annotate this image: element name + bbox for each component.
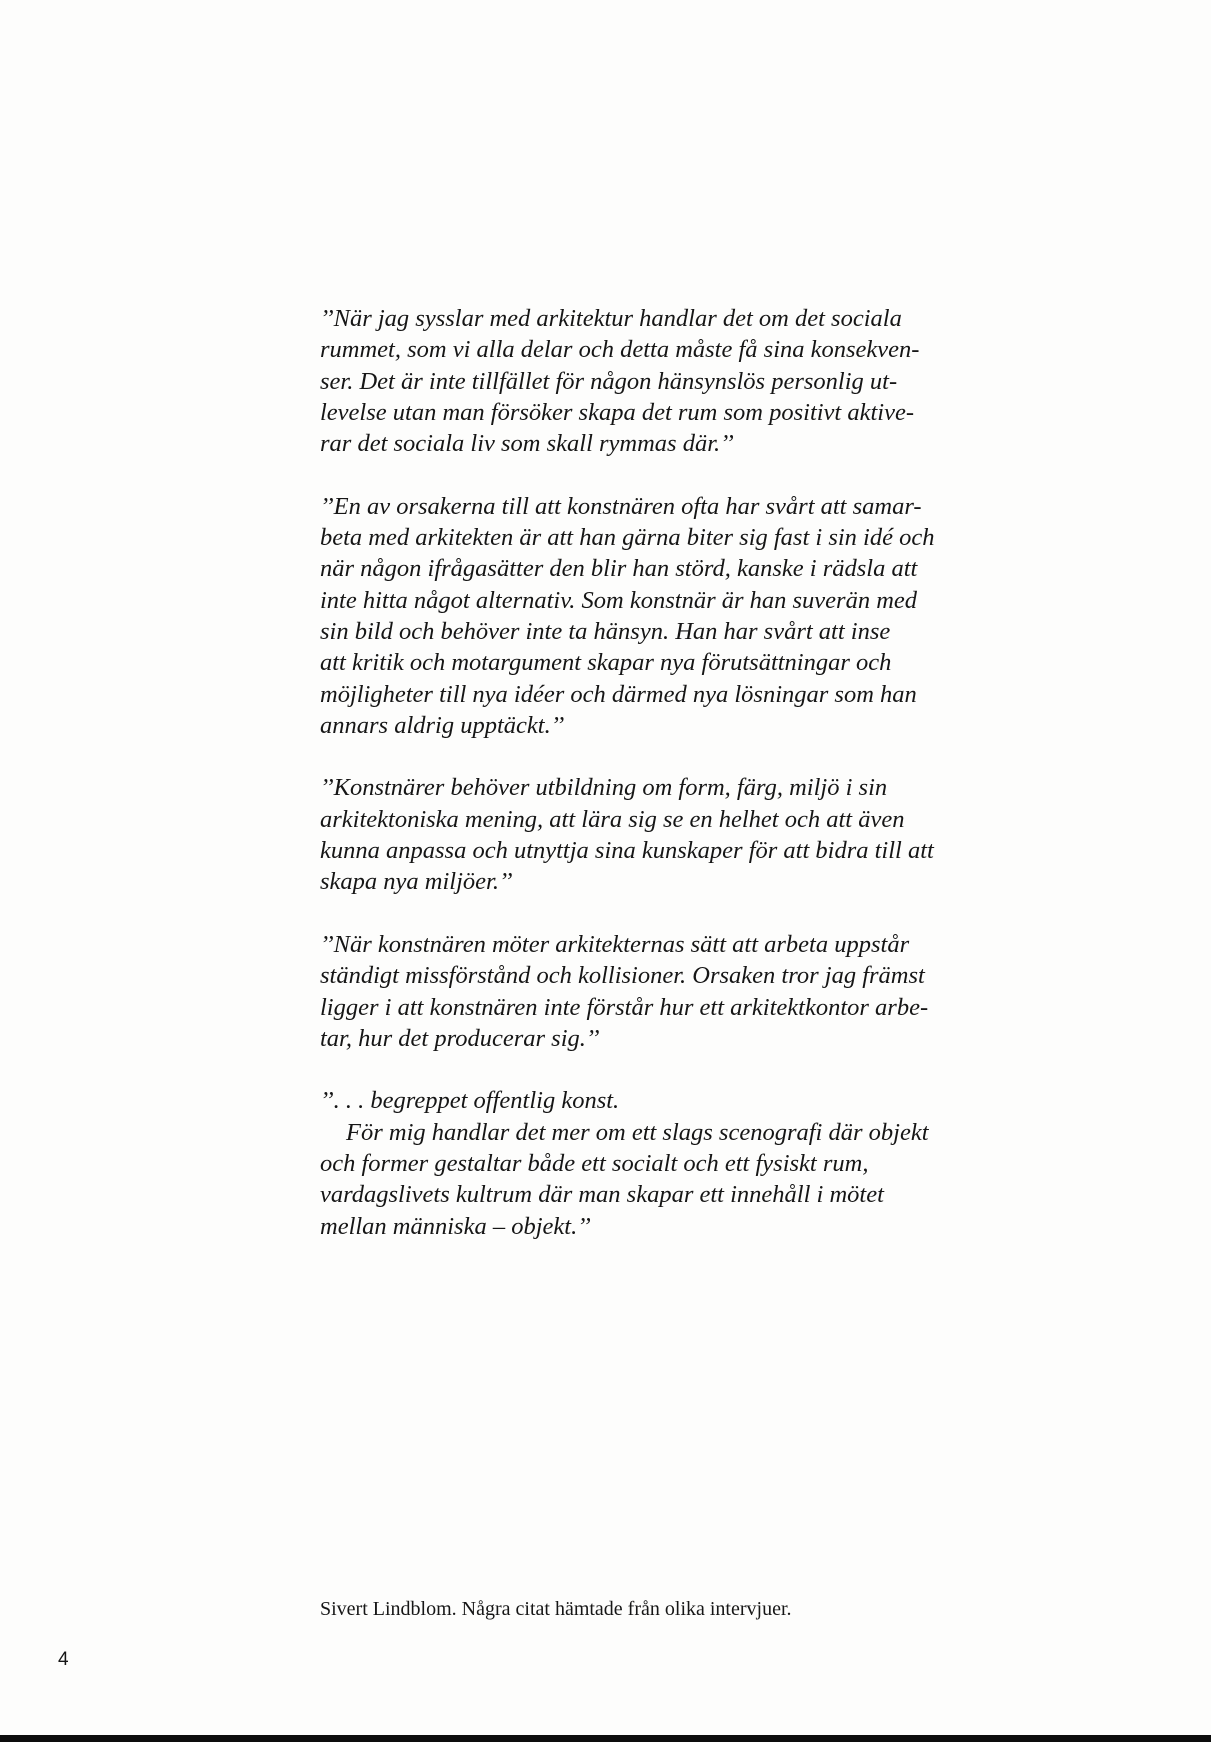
photo-caption: Sivert Lindblom. Några citat hämtade från olika intervjuer. — [320, 1598, 792, 1620]
quote-line: ’’En av orsakerna till att konstnären ofta har svårt att samar- — [320, 492, 922, 520]
quote-line: rummet, som vi alla delar och detta måste få sina konsekven- — [320, 336, 920, 364]
quote-line: tar, hur det producerar sig.’’ — [320, 1024, 600, 1052]
quote-line: mellan människa – objekt.’’ — [320, 1212, 591, 1240]
quote-4 — [320, 929, 960, 1054]
quote-line: skapa nya miljöer.’’ — [320, 868, 513, 896]
quote-line: vardagslivets kultrum där man skapar ett innehåll i mötet — [320, 1181, 884, 1209]
quote-line: när någon ifrågasätter den blir han störd, kanske i rädsla att — [320, 555, 918, 583]
quote-line: kunna anpassa och utnyttja sina kunskaper för att bidra till att — [320, 837, 934, 865]
quote-3 — [320, 772, 960, 897]
page-number: 4 — [58, 1649, 69, 1670]
quote-line: ’’När jag sysslar med arkitektur handlar det om det sociala — [320, 305, 902, 332]
quote-5 — [320, 1085, 960, 1241]
quote-line: inte hitta något alternativ. Som konstnär är han suverän med — [320, 586, 918, 614]
quote-line: och former gestaltar både ett socialt och ett fysiskt rum, — [320, 1150, 869, 1178]
quote-line: att kritik och motargument skapar nya förutsättningar och — [320, 649, 892, 677]
quotes-block — [320, 303, 960, 1273]
quote-line: För mig handlar det mer om ett slags scenografi där objekt — [346, 1118, 929, 1146]
quote-line: ’’Konstnärer behöver utbildning om form, färg, miljö i sin — [320, 774, 888, 802]
quote-line: ligger i att konstnären inte förstår hur ett arkitektkontor arbe- — [320, 993, 929, 1021]
quote-line: möjligheter till nya idéer och därmed nya lösningar som han — [320, 680, 917, 708]
quote-line: ’’När konstnären möter arkitekternas sätt att arbeta uppstår — [320, 930, 910, 958]
quote-line: levelse utan man försöker skapa det rum som positivt aktive- — [320, 398, 915, 426]
quote-1 — [320, 303, 960, 459]
quote-line: ser. Det är inte tillfället för någon hänsynslös personlig ut- — [320, 367, 898, 395]
quote-line: arkitektoniska mening, att lära sig se en helhet och att även — [320, 805, 905, 833]
quote-line: sin bild och behöver inte ta hänsyn. Han har svårt att inse — [320, 617, 891, 645]
quote-line: ständigt missförstånd och kollisioner. Orsaken tror jag främst — [320, 962, 925, 990]
scan-border — [0, 1735, 1211, 1742]
quote-2 — [320, 491, 960, 741]
quote-line: beta med arkitekten är att han gärna biter sig fast i sin idé och — [320, 524, 935, 552]
quote-line: rar det sociala liv som skall rymmas där.’’ — [320, 430, 734, 458]
quote-line: ’’. . . begreppet offentlig konst. — [320, 1087, 620, 1115]
quote-line: annars aldrig upptäckt.’’ — [320, 711, 565, 739]
